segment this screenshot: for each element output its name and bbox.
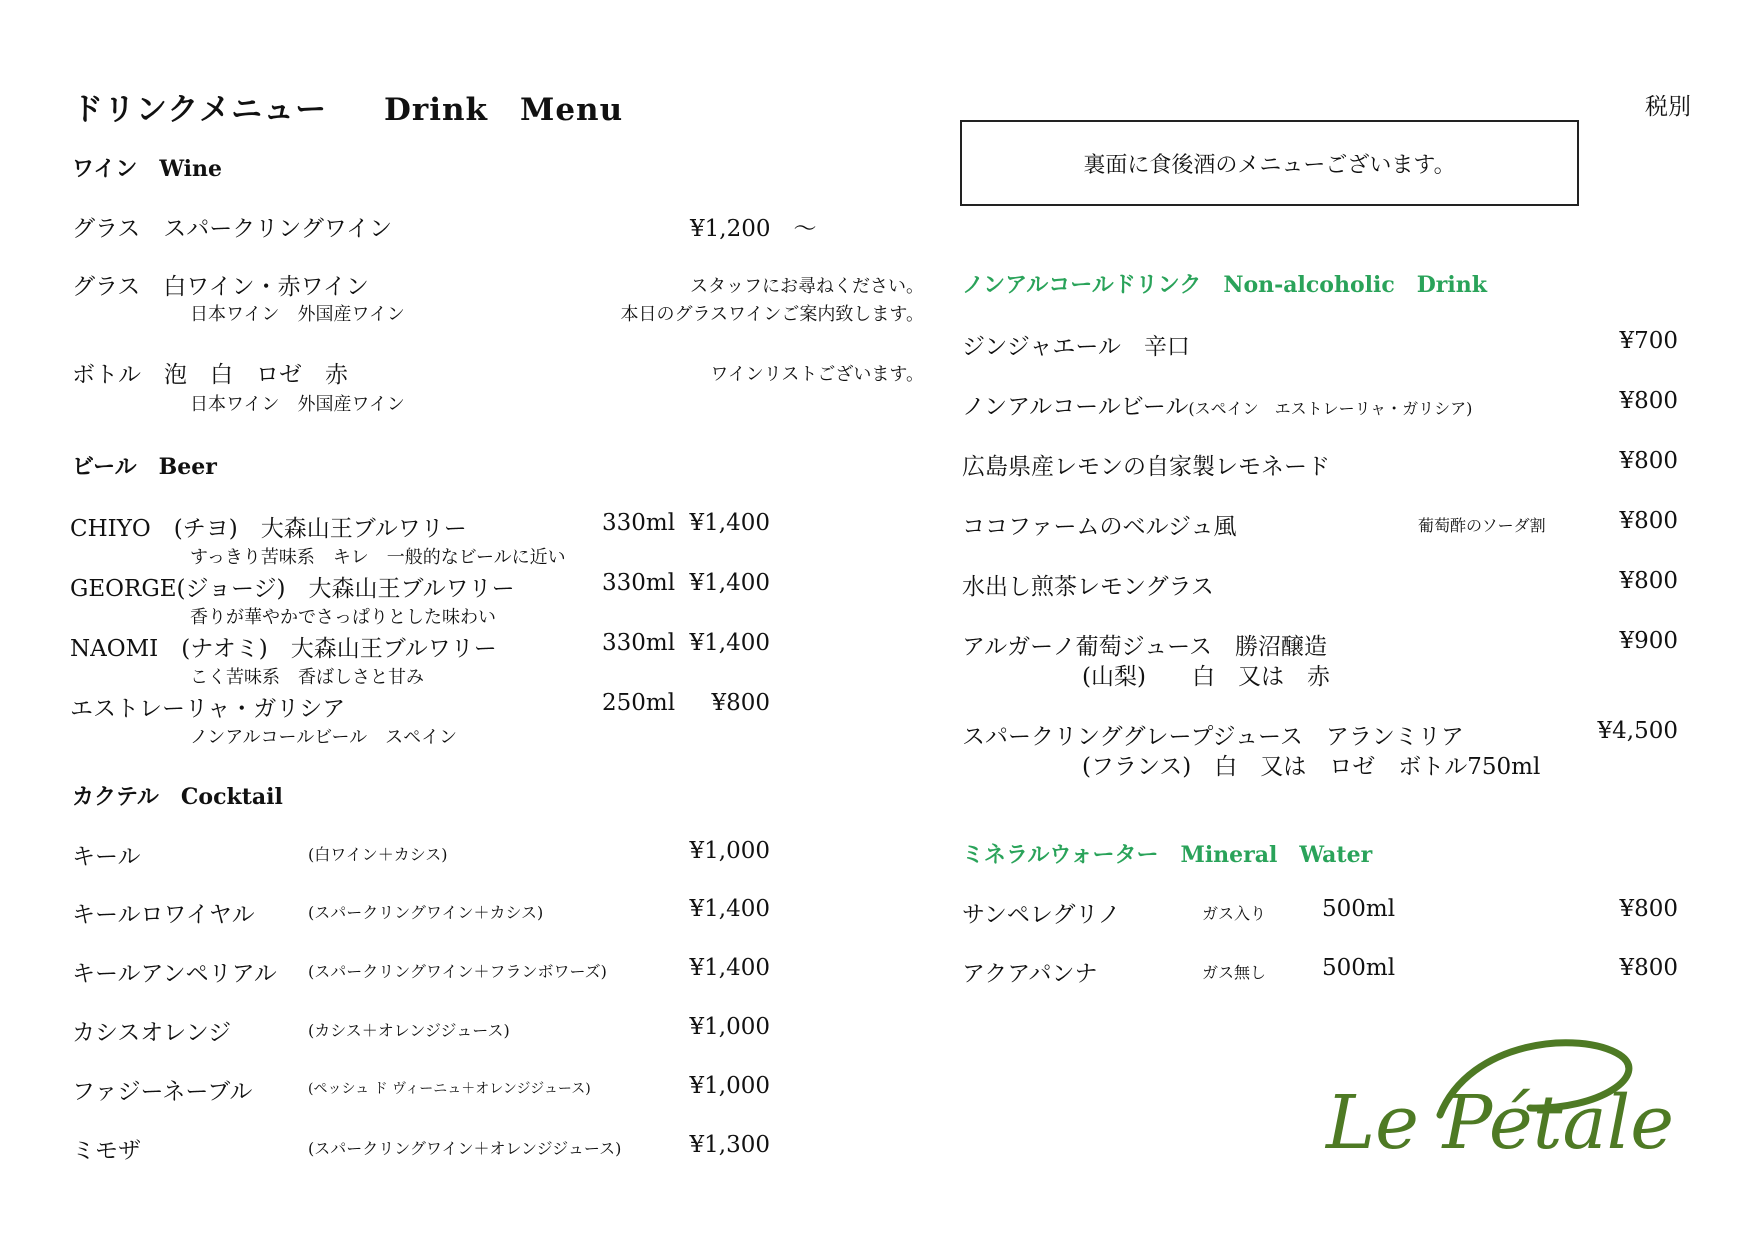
water-item-price: ¥800 [1619,955,1678,981]
beer-item-desc: すっきり苦味系 キレ 一般的なビールに近い [190,547,566,568]
nonalc-item-price: ¥900 [1619,628,1678,654]
water-item-type: ガス入り [1202,904,1267,923]
cocktail-item-price: ¥1,400 [689,955,770,981]
water-item-price: ¥800 [1619,896,1678,922]
water-heading: ミネラルウォーター Mineral Water [962,842,1373,868]
beer-item-price: ¥1,400 [689,630,770,656]
beer-heading: ビール Beer [72,454,217,480]
wine-bottle-sub: 日本ワイン 外国産ワイン [190,394,405,415]
cocktail-item-desc: (スパークリングワイン＋フランボワーズ) [308,962,607,981]
beer-item-size: 250ml [602,690,676,716]
wine-bottle: ボトル 泡 白 ロゼ 赤 [72,362,348,388]
water-item-name: サンペレグリノ [962,902,1121,928]
beer-item-name: CHIYO (チヨ) 大森山王ブルワリー [70,516,467,542]
nonalc-item-name: スパークリンググレープジュース アランミリア [962,724,1464,750]
nonalc-item-sub: (山梨) 白 又は 赤 [1082,664,1330,690]
cocktail-item-price: ¥1,000 [689,838,770,864]
nonalc-item-price: ¥800 [1619,568,1678,594]
cocktail-item-name: ミモザ [72,1138,141,1164]
beer-item-price: ¥1,400 [689,510,770,536]
wine-bottle-note: ワインリストございます。 [710,364,924,385]
cocktail-item-desc: (スパークリングワイン＋カシス) [308,903,544,922]
nonalcoholic-heading: ノンアルコールドリンク Non-alcoholic Drink [962,272,1487,298]
nonalc-item-name: ジンジャエール 辛口 [962,334,1190,360]
cocktail-item-name: キール [72,844,141,870]
tax-note: 税別 [1645,94,1691,120]
le-petale-logo [1320,1020,1690,1170]
nonalc-item-price: ¥800 [1619,388,1678,414]
cocktail-item-name: ファジーネーブル [72,1079,253,1105]
water-item-name: アクアパンナ [962,961,1098,987]
title-en: Drink Menu [384,92,624,128]
cocktail-item-name: キールロワイヤル [72,902,255,928]
nonalc-item-price: ¥700 [1619,328,1678,354]
wine-glass-sparkling: グラス スパークリングワイン [72,216,393,242]
water-item-type: ガス無し [1202,963,1267,982]
nonalc-item-name: ココファームのベルジュ風 [962,514,1237,540]
cocktail-item-price: ¥1,000 [689,1014,770,1040]
wine-heading: ワイン Wine [72,156,223,182]
notice-box [960,120,1579,206]
beer-item-name: NAOMI (ナオミ) 大森山王ブルワリー [70,636,497,662]
cocktail-heading: カクテル Cocktail [72,784,283,810]
cocktail-item-desc: (カシス＋オレンジジュース) [308,1021,510,1040]
nonalc-item-price: ¥800 [1619,448,1678,474]
water-item-size: 500ml [1322,896,1396,922]
cocktail-item-price: ¥1,000 [689,1073,770,1099]
beer-item-price: ¥800 [711,690,770,716]
nonalc-item-name-text: ノンアルコールビール [962,394,1189,420]
beer-item-size: 330ml [602,570,676,596]
wine-glass-note1: スタッフにお尋ねください。 [690,276,924,297]
beer-item-name: GEORGE(ジョージ) 大森山王ブルワリー [70,576,515,602]
cocktail-item-price: ¥1,400 [689,896,770,922]
beer-item-name: エストレーリャ・ガリシア [70,696,346,722]
beer-item-desc: 香りが華やかでさっぱりとした味わい [190,607,496,628]
title-jp: ドリンクメニュー [72,92,328,128]
cocktail-item-name: カシスオレンジ [72,1020,232,1046]
nonalc-item-name: 広島県産レモンの自家製レモネード [962,454,1330,480]
nonalc-item-sub: (フランス) 白 又は ロゼ ボトル750ml [1082,754,1541,780]
notice-text: 裏面に食後酒のメニューございます。 [1083,152,1456,178]
cocktail-item-desc: (ペッシュ ド ヴィーニュ＋オレンジジュース) [308,1081,591,1097]
cocktail-item-desc: (スパークリングワイン＋オレンジジュース) [308,1139,622,1158]
wine-glass-note2: 本日のグラスワインご案内致します。 [620,304,924,325]
wine-glass-sub: 日本ワイン 外国産ワイン [190,304,405,325]
beer-item-desc: こく苦味系 香ばしさと甘み [190,667,424,688]
nonalc-item-small: (スペイン エストレーリャ・ガリシア) [1188,399,1473,418]
wine-glass-white-red: グラス 白ワイン・赤ワイン [72,274,369,300]
logo-text: Le Pétale [1326,1080,1675,1166]
beer-item-size: 330ml [602,510,676,536]
nonalc-item-name: 水出し煎茶レモングラス [962,574,1214,600]
nonalc-item-name: アルガーノ葡萄ジュース 勝沼醸造 [962,634,1328,660]
nonalc-item-price: ¥4,500 [1597,718,1678,744]
beer-item-price: ¥1,400 [689,570,770,596]
cocktail-item-desc: (白ワイン＋カシス) [308,845,448,864]
nonalc-item-note: 葡萄酢のソーダ割 [1418,516,1546,535]
nonalc-item-price: ¥800 [1619,508,1678,534]
nonalc-item-name [962,388,1472,421]
cocktail-item-price: ¥1,300 [689,1132,770,1158]
cocktail-item-name: キールアンペリアル [72,961,277,987]
wine-glass-sparkling-price: ¥1,200 ～ [690,216,817,242]
water-item-size: 500ml [1322,955,1396,981]
beer-item-desc: ノンアルコールビール スペイン [190,727,458,748]
beer-item-size: 330ml [602,630,676,656]
